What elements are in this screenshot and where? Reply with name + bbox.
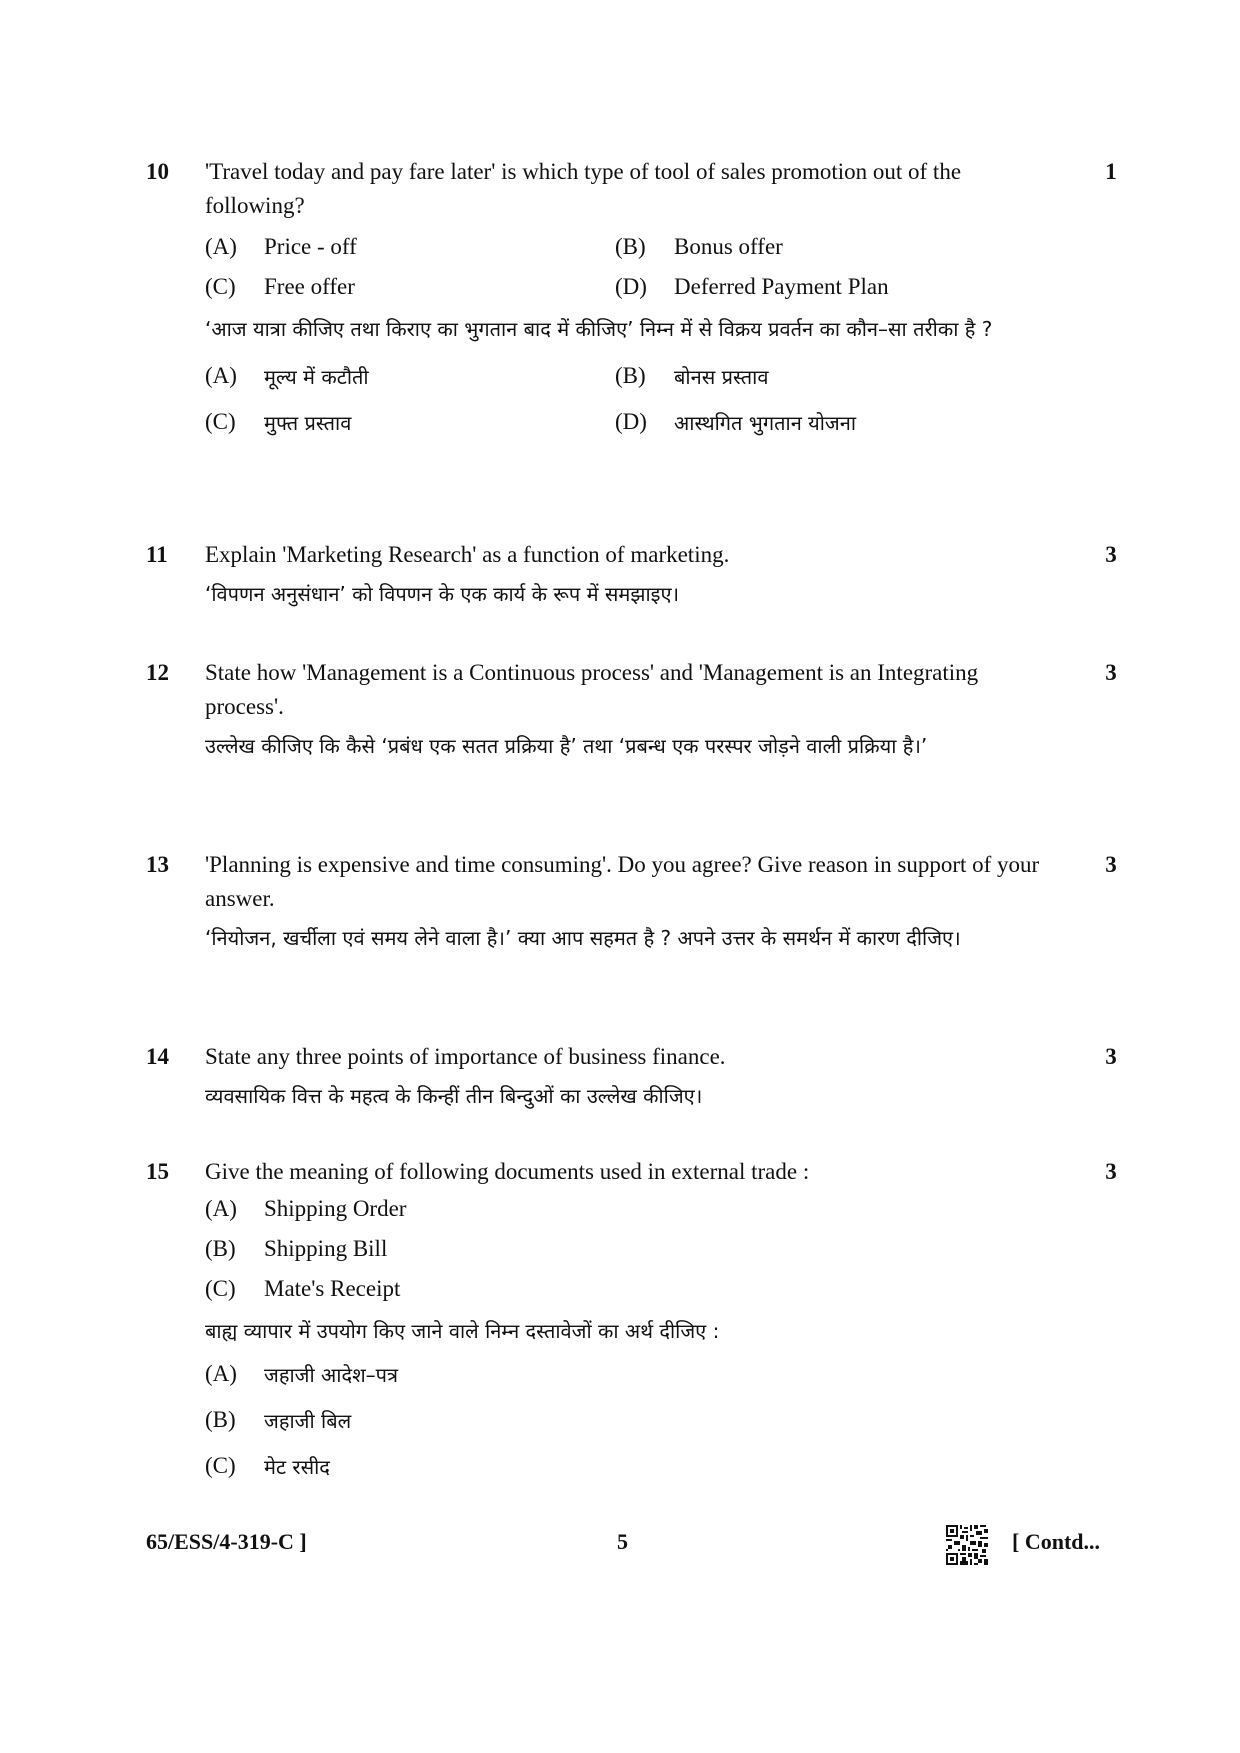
question-number: 14	[146, 1044, 169, 1069]
continued-label: [ Contd...	[1012, 1529, 1101, 1554]
list-item: (B) जहाजी बिल	[205, 1407, 352, 1433]
question-text-english: Explain 'Marketing Research' as a function of marketing.	[205, 542, 730, 567]
english-options	[205, 227, 1060, 307]
question-text-english: Give the meaning of following documents used in external trade :	[205, 1159, 810, 1184]
question-text-hindi: ‘विपणन अनुसंधान’ को विपणन के एक कार्य के रूप में समझाइए।	[205, 582, 680, 606]
question-marks: 1	[1105, 159, 1117, 184]
question-text-english: State how 'Management is a Continuous process' and 'Management is an Integrating process'.	[205, 660, 979, 719]
question-text-english: 'Planning is expensive and time consuming'. Do you agree? Give reason in support of your answer.	[205, 852, 1040, 911]
list-item: (A) जहाजी आदेश–पत्र	[205, 1361, 399, 1387]
question-number: 13	[146, 852, 169, 877]
question-number: 10	[146, 159, 169, 184]
option-a-hindi: (A) मूल्य में कटौती	[205, 362, 369, 389]
question-marks: 3	[1105, 660, 1117, 685]
question-marks: 3	[1105, 542, 1117, 567]
page-footer	[0, 1525, 1240, 1561]
question-text-hindi: ‘नियोजन, खर्चीला एवं समय लेने वाला है।’ क्या आप सहमत है ? अपने उत्तर के समर्थन में कारण दीजिए।	[205, 926, 961, 950]
paper-code: 65/ESS/4-319-C ]	[146, 1529, 307, 1554]
option-c-hindi: (C) मुफ्त प्रस्ताव	[205, 408, 352, 435]
list-item: (C) मेट रसीद	[205, 1453, 330, 1479]
option-d: (D) Deferred Payment Plan	[615, 274, 889, 299]
question-text-hindi: बाह्य व्यापार में उपयोग किए जाने वाले निम्न दस्तावेजों का अर्थ दीजिए :	[205, 1319, 720, 1343]
list-item: (B) Shipping Bill	[205, 1236, 388, 1261]
question-number: 12	[146, 660, 169, 685]
question-number: 15	[146, 1159, 169, 1184]
hindi-items	[205, 1351, 1060, 1489]
question-marks: 3	[1105, 1044, 1117, 1069]
question-text-hindi: व्यवसायिक वित्त के महत्व के किन्हीं तीन बिन्दुओं का उल्लेख कीजिए।	[205, 1084, 703, 1108]
question-marks: 3	[1105, 1159, 1117, 1184]
list-item: (C) Mate's Receipt	[205, 1276, 401, 1301]
question-text-english: 'Travel today and pay fare later' is which type of tool of sales promotion out of the following?	[205, 159, 962, 218]
question-text-hindi: ‘आज यात्रा कीजिए तथा किराए का भुगतान बाद में कीजिए’ निम्न में से विक्रय प्रवर्तन का कौन–सा तरीका है ?	[205, 317, 993, 341]
option-b-hindi: (B) बोनस प्रस्ताव	[615, 362, 769, 389]
question-text-english: State any three points of importance of business finance.	[205, 1044, 726, 1069]
question-number: 11	[146, 542, 168, 567]
hindi-options	[205, 353, 1060, 445]
question-marks: 3	[1105, 852, 1117, 877]
option-a: (A) Price - off	[205, 234, 357, 259]
english-items	[205, 1189, 1060, 1309]
question-text-hindi: उल्लेख कीजिए कि कैसे ‘प्रबंध एक सतत प्रक्रिया है’ तथा ‘प्रबन्ध एक परस्पर जोड़ने वाली प्रक्रिया है।’	[205, 734, 928, 758]
option-b: (B) Bonus offer	[615, 234, 783, 259]
option-d-hindi: (D) आस्थगित भुगतान योजना	[615, 408, 857, 435]
list-item: (A) Shipping Order	[205, 1196, 407, 1221]
qr-code-icon	[946, 1525, 988, 1565]
page-number: 5	[617, 1529, 628, 1554]
option-c: (C) Free offer	[205, 274, 355, 299]
